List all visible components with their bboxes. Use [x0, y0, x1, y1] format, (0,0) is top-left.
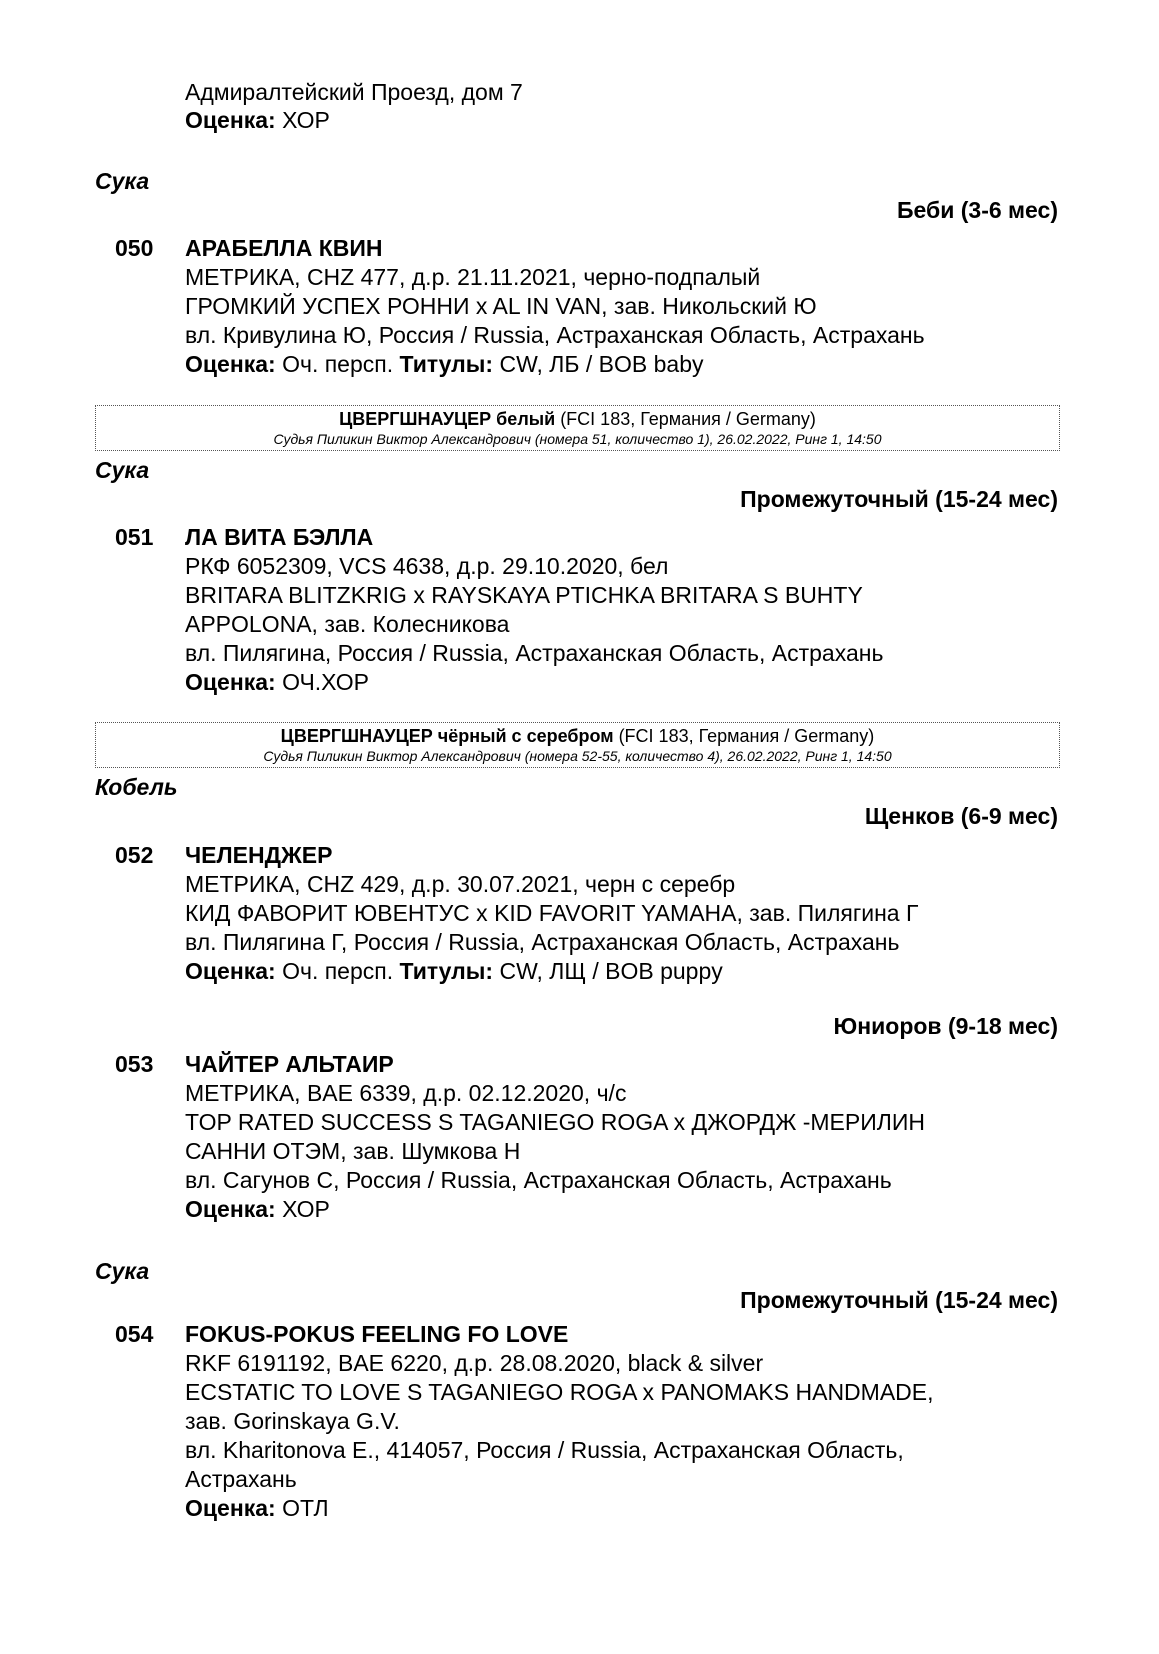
- grade-value: ХОР: [282, 107, 330, 133]
- entry-parents: ECSTATIC TO LOVE S TAGANIEGO ROGA x PANOMAKS HANDMADE,: [185, 1379, 934, 1405]
- grade-label: Оценка:: [185, 1495, 276, 1521]
- entry-number: 052: [115, 842, 154, 868]
- entry-owner: вл. Сагунов С, Россия / Russia, Астраханская Область, Астрахань: [185, 1167, 892, 1193]
- entry-grade: [185, 957, 723, 986]
- grade-value: ОТЛ: [282, 1495, 329, 1521]
- entry-docs: МЕТРИКА, CHZ 429, д.р. 30.07.2021, черн с серебр: [185, 871, 736, 897]
- breed-title: [96, 725, 1059, 747]
- address-line: Адмиралтейский Проезд, дом 7: [185, 79, 523, 105]
- grade-label: Оценка:: [185, 107, 276, 133]
- titles-label: Титулы:: [399, 351, 494, 377]
- entry-number: 053: [115, 1051, 154, 1077]
- entry-docs: МЕТРИКА, BAE 6339, д.р. 02.12.2020, ч/с: [185, 1080, 627, 1106]
- entry-docs: РКФ 6052309, VCS 4638, д.р. 29.10.2020, бел: [185, 553, 669, 579]
- grade-line: [185, 106, 330, 135]
- entry-name: ЧЕЛЕНДЖЕР: [185, 842, 333, 868]
- class-heading: Промежуточный (15-24 мес): [740, 486, 1058, 512]
- entry-name: FOKUS-POKUS FEELING FO LOVE: [185, 1321, 569, 1347]
- grade-label: Оценка:: [185, 669, 276, 695]
- judge-info: Судья Пиликин Виктор Александрович (номера 51, количество 1), 26.02.2022, Ринг 1, 14:50: [273, 431, 882, 447]
- breed-header: [95, 722, 1060, 768]
- entry-name: ЧАЙТЕР АЛЬТАИР: [185, 1051, 394, 1077]
- titles-value: CW, ЛБ / BOB baby: [499, 351, 704, 377]
- entry-number: 050: [115, 235, 154, 261]
- entry-grade: [185, 350, 704, 379]
- entry-parents: ГРОМКИЙ УСПЕХ РОННИ x AL IN VAN, зав. Никольский Ю: [185, 293, 817, 319]
- entry-parents-cont: APPOLONA, зав. Колесникова: [185, 611, 510, 637]
- breed-title: [96, 408, 1059, 430]
- entry-docs: RKF 6191192, BAE 6220, д.р. 28.08.2020, black & silver: [185, 1350, 764, 1376]
- entry-owner: вл. Kharitonova E., 414057, Россия / Russia, Астраханская Область,: [185, 1437, 904, 1463]
- entry-grade: [185, 668, 369, 697]
- grade-label: Оценка:: [185, 1196, 276, 1222]
- entry-name: АРАБЕЛЛА КВИН: [185, 235, 383, 261]
- grade-value: ХОР: [282, 1196, 330, 1222]
- sex-heading: Кобель: [95, 774, 178, 800]
- breed-info: (FCI 183, Германия / Germany): [613, 726, 875, 746]
- entry-number: 051: [115, 524, 154, 550]
- class-heading: Юниоров (9-18 мес): [833, 1013, 1058, 1039]
- grade-label: Оценка:: [185, 958, 276, 984]
- breed-info: (FCI 183, Германия / Germany): [555, 409, 816, 429]
- entry-number: 054: [115, 1321, 154, 1347]
- entry-parents-cont: зав. Gorinskaya G.V.: [185, 1408, 400, 1434]
- entry-owner-cont: Астрахань: [185, 1466, 297, 1492]
- breed-name: ЦВЕРГШНАУЦЕР белый: [339, 409, 556, 429]
- entry-parents: КИД ФАВОРИТ ЮВЕНТУС x KID FAVORIT YAMAHA, зав. Пилягина Г: [185, 900, 919, 926]
- sex-heading: Сука: [95, 168, 150, 194]
- entry-parents: BRITARA BLITZKRIG x RAYSKAYA PTICHKA BRITARA S BUHTY: [185, 582, 863, 608]
- titles-label: Титулы:: [399, 958, 494, 984]
- breed-name: ЦВЕРГШНАУЦЕР чёрный с серебром: [280, 726, 614, 746]
- entry-docs: МЕТРИКА, CHZ 477, д.р. 21.11.2021, черно-подпалый: [185, 264, 761, 290]
- judge-info: Судья Пиликин Виктор Александрович (номера 52-55, количество 4), 26.02.2022, Ринг 1, 14:50: [263, 748, 892, 764]
- grade-value: ОЧ.ХОР: [282, 669, 369, 695]
- entry-owner: вл. Кривулина Ю, Россия / Russia, Астраханская Область, Астрахань: [185, 322, 925, 348]
- entry-grade: [185, 1494, 329, 1523]
- grade-value: Оч. персп.: [282, 351, 394, 377]
- breed-header: [95, 405, 1060, 451]
- entry-parents-cont: САННИ ОТЭМ, зав. Шумкова Н: [185, 1138, 521, 1164]
- entry-owner: вл. Пилягина, Россия / Russia, Астраханская Область, Астрахань: [185, 640, 884, 666]
- entry-name: ЛА ВИТА БЭЛЛА: [185, 524, 374, 550]
- entry-parents: TOP RATED SUCCESS S TAGANIEGO ROGA x ДЖОРДЖ -МЕРИЛИН: [185, 1109, 926, 1135]
- entry-owner: вл. Пилягина Г, Россия / Russia, Астраханская Область, Астрахань: [185, 929, 900, 955]
- grade-value: Оч. персп.: [282, 958, 394, 984]
- class-heading: Беби (3-6 мес): [897, 197, 1058, 223]
- grade-label: Оценка:: [185, 351, 276, 377]
- entry-grade: [185, 1195, 330, 1224]
- class-heading: Щенков (6-9 мес): [864, 803, 1058, 829]
- class-heading: Промежуточный (15-24 мес): [740, 1287, 1058, 1313]
- titles-value: CW, ЛЩ / BOB puppy: [499, 958, 723, 984]
- sex-heading: Сука: [95, 457, 150, 483]
- sex-heading: Сука: [95, 1258, 150, 1284]
